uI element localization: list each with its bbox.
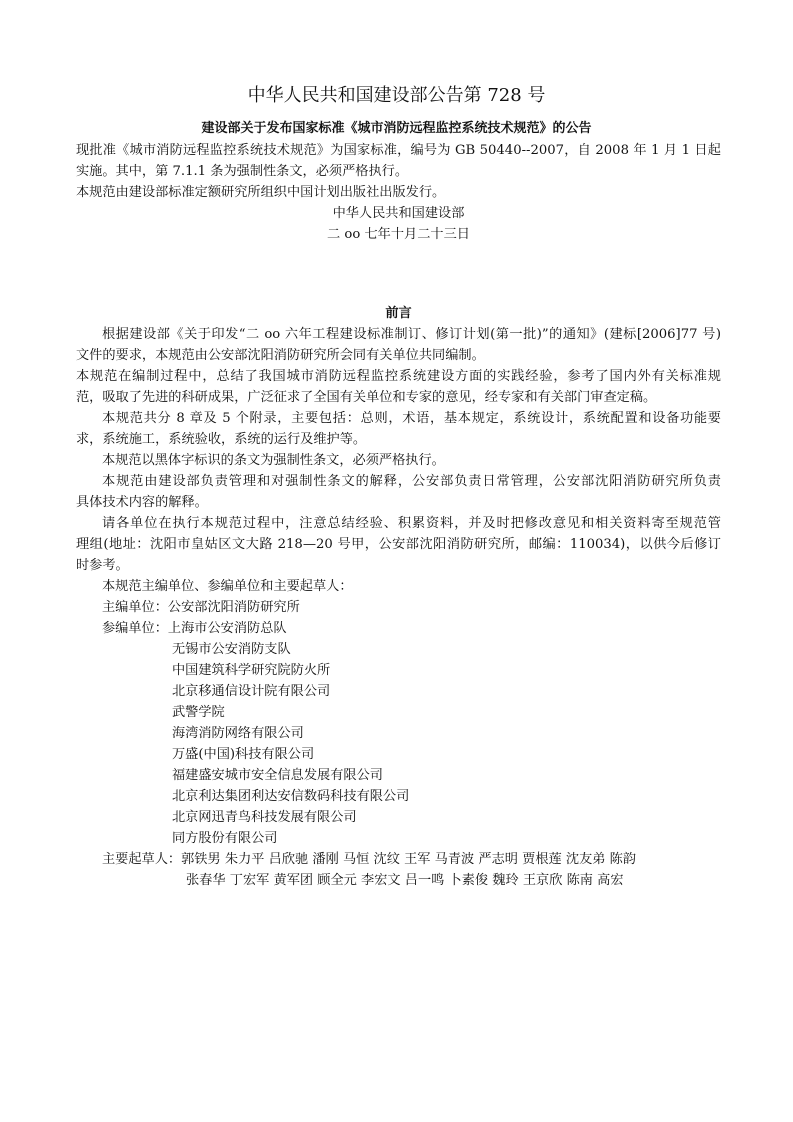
participating-unit: 福建盛安城市安全信息发展有限公司 xyxy=(172,768,383,783)
participating-unit: 无锡市公安消防支队 xyxy=(172,642,291,657)
participating-unit: 海湾消防网络有限公司 xyxy=(172,726,304,741)
issue-date: 二 oo 七年十月二十三日 xyxy=(327,227,470,242)
participating-unit: 北京移通信设计院有限公司 xyxy=(172,684,331,699)
announcement-title: 中华人民共和国建设部公告第 728 号 xyxy=(247,85,546,106)
participating-unit: 同方股份有限公司 xyxy=(172,831,278,846)
preface-line: 理组(地址：沈阳市皇姑区文大路 218—20 号甲，公安部沈阳消防研究所，邮编：110034)，以供今后修订 xyxy=(76,537,721,552)
announcement-subtitle: 建设部关于发布国家标准《城市消防远程监控系统技术规范》的公告 xyxy=(201,121,592,136)
notice-line: 实施。其中，第 7.1.1 条为强制性条文，必须严格执行。 xyxy=(76,164,409,179)
preface-line: 本规范以黑体字标识的条文为强制性条文，必须严格执行。 xyxy=(102,453,445,468)
preface-section xyxy=(76,303,721,891)
preface-line: 本规范主编单位、参编单位和主要起草人： xyxy=(102,579,353,594)
participating-unit: 中国建筑科学研究院防火所 xyxy=(172,663,331,678)
participating-unit: 北京网迅青鸟科技发展有限公司 xyxy=(172,810,357,825)
drafters-line: 主要起草人：郭铁男 朱力平 吕欣驰 潘刚 马恒 沈纹 王军 马青波 严志明 贾根莲 沈友弟 陈韵 xyxy=(102,852,637,867)
notice-line: 现批准《城市消防远程监控系统技术规范》为国家标准，编号为 GB 50440--2007，自 2008 年 1 月 1 日起 xyxy=(76,143,721,158)
drafters-line: 张春华 丁宏军 黄军团 顾全元 李宏文 吕一鸣 卜素俊 魏玲 王京欣 陈南 高宏 xyxy=(186,873,624,888)
chief-unit: 主编单位：公安部沈阳消防研究所 xyxy=(102,600,300,615)
participating-unit: 北京利达集团利达安信数码科技有限公司 xyxy=(172,789,410,804)
preface-line: 文件的要求，本规范由公安部沈阳消防研究所会同有关单位共同编制。 xyxy=(76,348,485,363)
participating-unit: 参编单位：上海市公安消防总队 xyxy=(102,621,287,636)
notice-body xyxy=(76,140,721,245)
preface-line: 具体技术内容的解释。 xyxy=(76,495,208,510)
preface-line: 本规范在编制过程中，总结了我国城市消防远程监控系统建设方面的实践经验，参考了国内外有关标准规 xyxy=(76,369,721,384)
participating-unit: 万盛(中国)科技有限公司 xyxy=(172,747,315,762)
preface-line: 范，吸取了先进的科研成果，广泛征求了全国有关单位和专家的意见，经专家和有关部门审查定稿。 xyxy=(76,390,657,405)
preface-heading: 前言 xyxy=(385,306,412,321)
preface-line: 求，系统施工，系统验收，系统的运行及维护等。 xyxy=(76,432,367,447)
preface-line: 本规范共分 8 章及 5 个附录，主要包括：总则，术语，基本规定，系统设计，系统配置和设备功能要 xyxy=(102,411,721,426)
preface-line: 本规范由建设部负责管理和对强制性条文的解释，公安部负责日常管理，公安部沈阳消防研究所负责 xyxy=(102,474,721,489)
notice-line: 本规范由建设部标准定额研究所组织中国计划出版社出版发行。 xyxy=(76,185,446,200)
issuer: 中华人民共和国建设部 xyxy=(332,206,465,221)
preface-line: 请各单位在执行本规范过程中，注意总结经验、积累资料，并及时把修改意见和相关资料寄至规范管 xyxy=(102,516,721,531)
preface-line: 时参考。 xyxy=(76,558,129,573)
preface-line: 根据建设部《关于印发“二 oo 六年工程建设标准制订、修订计划(第一批)”的通知》(建标[2006]77 号) xyxy=(102,327,721,342)
participating-unit: 武警学院 xyxy=(172,705,225,720)
